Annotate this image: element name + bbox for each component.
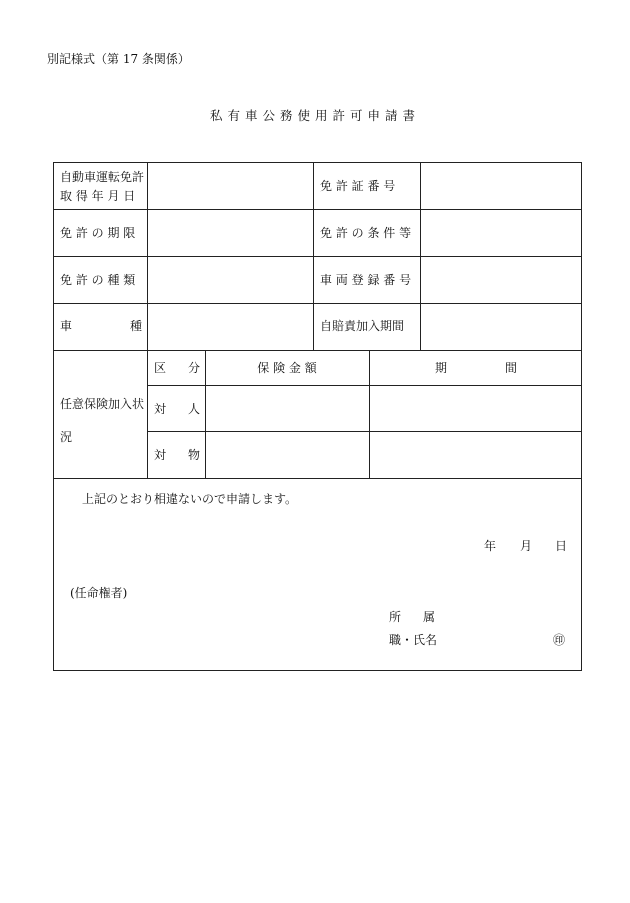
property-row-b: 物 (187, 448, 200, 462)
insurance-person-period-field[interactable] (370, 386, 580, 430)
insurance-category-header (154, 360, 200, 376)
license-expiry-field[interactable] (148, 210, 312, 255)
car-type-label-b: 種 (129, 319, 142, 333)
declaration-statement: 上記のとおり相違ないので申請します。 (82, 492, 298, 506)
date-month-label: 月 (520, 539, 533, 553)
license-number-field[interactable] (421, 164, 580, 208)
license-expiry-label: 免 許 の 期 限 (60, 226, 136, 240)
license-conditions-label: 免 許 の 条 件 等 (320, 226, 412, 240)
car-type-label-a: 車 (60, 319, 73, 333)
category-header-a: 区 (154, 361, 167, 375)
license-type-label: 免 許 の 種 類 (60, 273, 136, 287)
liability-period-label: 自賠責加入期間 (320, 319, 405, 333)
category-header-b: 分 (187, 361, 200, 375)
date-day-label: 日 (555, 539, 568, 553)
seal-mark: ㊞ (553, 633, 566, 647)
vehicle-registration-field[interactable] (421, 257, 580, 302)
application-form-table (53, 162, 582, 671)
car-type-field[interactable] (148, 304, 312, 349)
license-date-label-line2: 取 得 年 月 日 (60, 189, 136, 203)
insurance-status-label-line2: 況 (60, 430, 73, 444)
license-type-field[interactable] (148, 257, 312, 302)
insurance-row-property (154, 447, 200, 463)
person-row-a: 対 (154, 402, 167, 416)
affiliation-label (389, 609, 435, 625)
insurance-status-label-line1: 任意保険加入状 (60, 397, 145, 411)
license-date-field[interactable] (148, 164, 312, 208)
position-name-field[interactable] (444, 629, 548, 649)
row-divider (54, 478, 581, 479)
person-row-b: 人 (187, 402, 200, 416)
insurance-row-person (154, 401, 200, 417)
insurance-amount-header: 保 険 金 額 (257, 361, 317, 375)
insurance-person-amount-field[interactable] (206, 386, 368, 430)
position-name-label: 職・氏名 (389, 633, 438, 647)
property-row-a: 対 (154, 448, 167, 462)
car-type-label (60, 318, 142, 334)
period-header-b: 間 (504, 361, 517, 375)
license-conditions-field[interactable] (421, 210, 580, 255)
insurance-property-period-field[interactable] (370, 432, 580, 477)
period-header-a: 期 (435, 361, 448, 375)
vehicle-registration-label: 車 両 登 録 番 号 (320, 273, 412, 287)
affiliation-field[interactable] (444, 605, 574, 625)
date-year-label: 年 (484, 539, 497, 553)
license-number-label: 免 許 証 番 号 (320, 179, 396, 193)
insurance-property-amount-field[interactable] (206, 432, 368, 477)
insurance-period-header (435, 360, 517, 376)
row-divider (54, 350, 581, 351)
appointer-label: (任命権者) (70, 586, 128, 600)
form-reference-header: 別記様式（第 17 条関係） (47, 52, 190, 66)
affiliation-b: 属 (422, 610, 435, 624)
affiliation-a: 所 (389, 610, 402, 624)
liability-period-field[interactable] (421, 304, 580, 349)
column-divider (147, 350, 148, 478)
column-divider (313, 163, 314, 350)
license-date-label-line1: 自動車運転免許 (60, 170, 145, 184)
page-title: 私有車公務使用許可申請書 (209, 108, 420, 123)
